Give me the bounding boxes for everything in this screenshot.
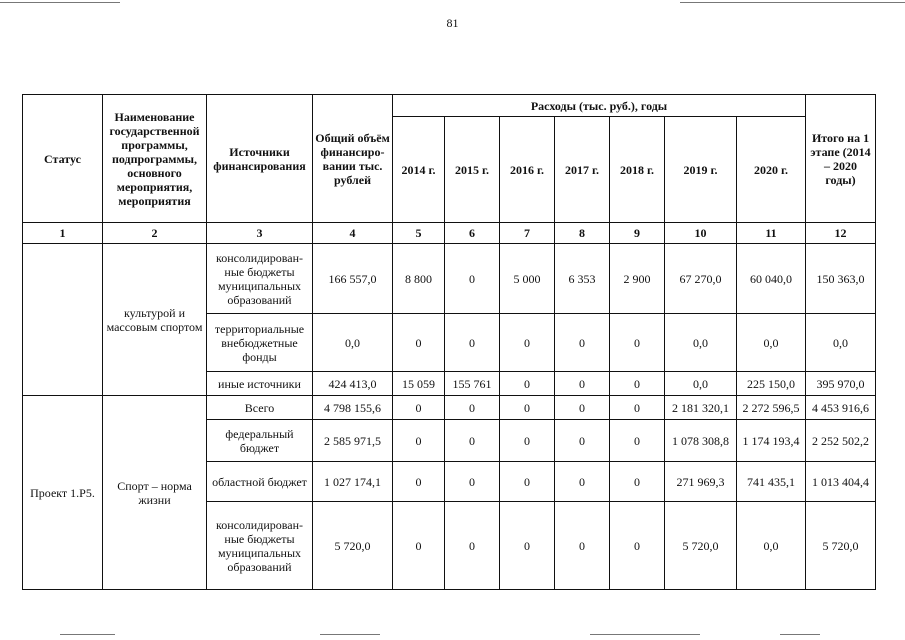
year-cell: 0	[393, 314, 445, 372]
year-cell: 0	[500, 396, 555, 420]
year-cell: 0	[555, 396, 610, 420]
year-cell: 741 435,1	[737, 462, 806, 502]
total-cell: 4 798 155,6	[313, 396, 393, 420]
total-cell: 424 413,0	[313, 372, 393, 396]
year-cell: 0	[500, 372, 555, 396]
year-cell: 0	[610, 396, 665, 420]
year-cell: 0	[610, 314, 665, 372]
year-cell: 1 078 308,8	[665, 420, 737, 462]
source-cell: консолидирован- ные бюджеты муниципальных образований	[207, 502, 313, 590]
status-cell: Проект 1.Р5.	[23, 396, 103, 590]
source-cell: иные источники	[207, 372, 313, 396]
header-row-1	[23, 95, 876, 117]
column-number: 5	[393, 223, 445, 244]
year-cell: 8 800	[393, 244, 445, 314]
year-cell: 0	[445, 396, 500, 420]
year-cell: 0,0	[665, 314, 737, 372]
status-cell	[23, 244, 103, 396]
year-cell: 0	[555, 462, 610, 502]
year-cell: 15 059	[393, 372, 445, 396]
source-cell: областной бюджет	[207, 462, 313, 502]
stage-total-cell: 4 453 916,6	[806, 396, 876, 420]
year-cell: 0,0	[665, 372, 737, 396]
column-number: 3	[207, 223, 313, 244]
header-year: 2014 г.	[393, 117, 445, 223]
source-cell: федеральный бюджет	[207, 420, 313, 462]
year-cell: 0,0	[737, 314, 806, 372]
year-cell: 60 040,0	[737, 244, 806, 314]
table-row	[23, 244, 876, 314]
header-year: 2015 г.	[445, 117, 500, 223]
source-cell: территориальные внебюджетные фонды	[207, 314, 313, 372]
stage-total-cell: 0,0	[806, 314, 876, 372]
year-cell: 0	[393, 396, 445, 420]
source-cell: Всего	[207, 396, 313, 420]
year-cell: 0	[555, 372, 610, 396]
header-year: 2020 г.	[737, 117, 806, 223]
year-cell: 0	[555, 420, 610, 462]
stage-total-cell: 5 720,0	[806, 502, 876, 590]
header-total: Общий объём финансиро- вании тыс. рублей	[313, 95, 393, 223]
bottom-rule	[320, 634, 380, 635]
budget-table	[22, 94, 876, 590]
header-stage-total: Итого на 1 этапе (2014 – 2020 годы)	[806, 95, 876, 223]
year-cell: 0	[610, 502, 665, 590]
column-number: 2	[103, 223, 207, 244]
column-number: 6	[445, 223, 500, 244]
year-cell: 6 353	[555, 244, 610, 314]
stage-total-cell: 2 252 502,2	[806, 420, 876, 462]
total-cell: 2 585 971,5	[313, 420, 393, 462]
year-cell: 0	[445, 314, 500, 372]
header-year: 2019 г.	[665, 117, 737, 223]
program-name-cell: культурой и массовым спортом	[103, 244, 207, 396]
stage-total-cell: 1 013 404,4	[806, 462, 876, 502]
total-cell: 166 557,0	[313, 244, 393, 314]
bottom-rule	[590, 634, 700, 635]
column-number: 11	[737, 223, 806, 244]
bottom-rule	[60, 634, 115, 635]
column-number: 12	[806, 223, 876, 244]
source-cell: консолидирован- ные бюджеты муниципальных образований	[207, 244, 313, 314]
total-cell: 1 027 174,1	[313, 462, 393, 502]
header-year: 2017 г.	[555, 117, 610, 223]
year-cell: 0,0	[737, 502, 806, 590]
year-cell: 0	[610, 462, 665, 502]
year-cell: 0	[445, 462, 500, 502]
year-cell: 155 761	[445, 372, 500, 396]
year-cell: 5 000	[500, 244, 555, 314]
stage-total-cell: 395 970,0	[806, 372, 876, 396]
year-cell: 0	[445, 502, 500, 590]
year-cell: 0	[393, 502, 445, 590]
year-cell: 0	[393, 462, 445, 502]
year-cell: 1 174 193,4	[737, 420, 806, 462]
year-cell: 0	[500, 420, 555, 462]
total-cell: 0,0	[313, 314, 393, 372]
column-number: 8	[555, 223, 610, 244]
year-cell: 0	[393, 420, 445, 462]
year-cell: 0	[445, 244, 500, 314]
stage-total-cell: 150 363,0	[806, 244, 876, 314]
bottom-rule	[780, 634, 820, 635]
total-cell: 5 720,0	[313, 502, 393, 590]
column-number: 4	[313, 223, 393, 244]
year-cell: 0	[555, 502, 610, 590]
year-cell: 5 720,0	[665, 502, 737, 590]
year-cell: 67 270,0	[665, 244, 737, 314]
header-status: Статус	[23, 95, 103, 223]
column-number: 7	[500, 223, 555, 244]
year-cell: 0	[500, 462, 555, 502]
year-cell: 271 969,3	[665, 462, 737, 502]
year-cell: 2 900	[610, 244, 665, 314]
column-number: 9	[610, 223, 665, 244]
year-cell: 0	[500, 314, 555, 372]
header-expenses: Расходы (тыс. руб.), годы	[393, 95, 806, 117]
year-cell: 0	[610, 420, 665, 462]
header-year: 2016 г.	[500, 117, 555, 223]
program-name-cell: Спорт – норма жизни	[103, 396, 207, 590]
year-cell: 0	[445, 420, 500, 462]
year-cell: 225 150,0	[737, 372, 806, 396]
year-cell: 0	[610, 372, 665, 396]
table-row	[23, 396, 876, 420]
year-cell: 2 272 596,5	[737, 396, 806, 420]
header-year: 2018 г.	[610, 117, 665, 223]
page-number: 81	[446, 16, 459, 30]
header-name: Наименование государственной программы, подпрограммы, основного мероприятия, мероприятия	[103, 95, 207, 223]
year-cell: 2 181 320,1	[665, 396, 737, 420]
year-cell: 0	[500, 502, 555, 590]
year-cell: 0	[555, 314, 610, 372]
column-number-row	[23, 223, 876, 244]
top-rule	[0, 2, 120, 3]
top-rule	[680, 2, 905, 3]
column-number: 10	[665, 223, 737, 244]
column-number: 1	[23, 223, 103, 244]
header-sources: Источники финансирования	[207, 95, 313, 223]
